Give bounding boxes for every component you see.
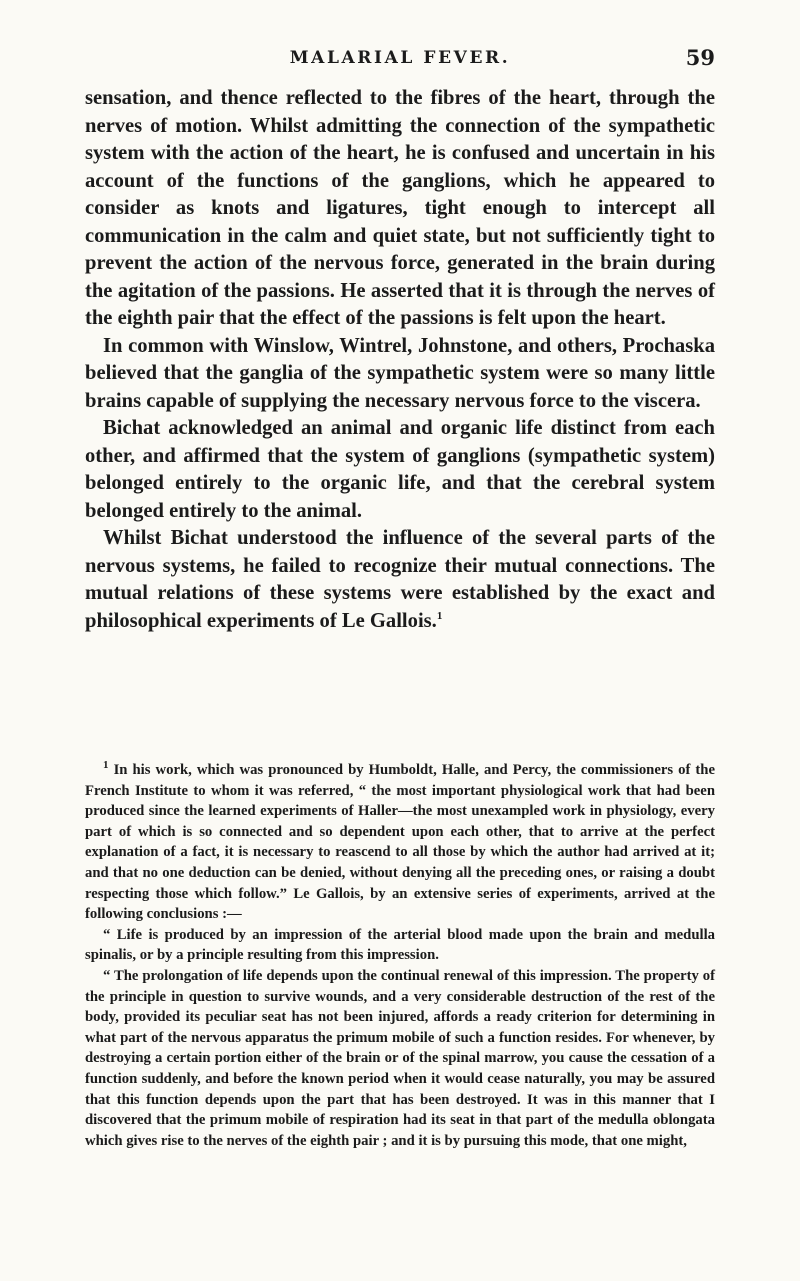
footnote-paragraph-3: “ The prolongation of life depends upon the continual renewal of this impression. The property of the principle in question to survive wounds, and a very considerable destruction of the rest of the body, provided its peculiar seat has not been injured, affords a ready criterion for determining in what part of the nervous apparatus the primum mobile of such a function resides. For whenever, by destroying a certain portion either of the brain or of the spinal marrow, you cause the cessation of a function suddenly, and before the known period when it would cease naturally, you may be assured that this function depends upon the part that has been destroyed. It was in this manner that I discovered that the primum mobile of respiration had its seat in that part of the medulla oblongata which gives rise to the nerves of the eighth pair ; and it is by pursuing this mode, that one might, — [85, 967, 715, 1149]
footnote-reference: 1 — [436, 609, 443, 622]
footnote-paragraph-1 — [85, 760, 715, 925]
body-paragraph-4 — [85, 525, 715, 635]
footnote-paragraph-2: “ Life is produced by an impression of the arterial blood made upon the brain and medulla spinalis, or by a principle resulting from this impression. — [85, 926, 715, 964]
body-paragraph-1: sensation, and thence reflected to the fibres of the heart, through the nerves of motion. Whilst admitting the connection of the sympathetic system with the action of the heart, he is confused and uncertain in his account of the functions of the ganglions, which he appeared to consider as knots and ligatures, tight enough to intercept all communication in the calm and quiet state, but not sufficiently tight to prevent the action of the nervous force, generated in the brain during the agitation of the passions. He asserted that it is through the nerves of the eighth pair that the effect of the passions is felt upon the heart. — [85, 87, 715, 329]
body-paragraph-3: Bichat acknowledged an animal and organic life distinct from each other, and affirmed that the system of ganglions (sympathetic system) belonged entirely to the organic life, and that the cerebral system belonged entirely to the animal. — [85, 417, 715, 522]
body-text — [85, 85, 715, 635]
body-paragraph-2: In common with Winslow, Wintrel, Johnstone, and others, Prochaska believed that the ganglia of the sympathetic system were so many little brains capable of supplying the necessary nervous force to the viscera. — [85, 334, 715, 412]
page-number: 59 — [685, 45, 715, 70]
page-header — [85, 45, 715, 78]
footnotes — [85, 760, 715, 1151]
footnote-paragraph-1-text: In his work, which was pronounced by Humboldt, Halle, and Percy, the commissioners of the French Institute to whom it was referred, “ the most important physiological work that had been produced since the learned experiments of Haller—the most unexampled work in physiology, every part of which is so connected and so dependent upon each other, that to arrive at the perfect explanation of a fact, it is necessary to reascend to all those by which the author had arrived at it; and that no one deduction can be denied, without denying all the preceding ones, or raising a doubt respecting those which follow.” Le Gallois, by an extensive series of experiments, arrived at the following conclusions :— — [85, 762, 715, 923]
body-paragraph-4-text: Whilst Bichat understood the influence of the several parts of the nervous systems, he failed to recognize their mutual connections. The mutual relations of these systems were established by the exact and philosophical experiments of Le Gallois. — [85, 527, 715, 632]
footnote-marker: 1 — [103, 759, 109, 772]
running-head: MALARIAL FEVER. — [289, 48, 511, 68]
